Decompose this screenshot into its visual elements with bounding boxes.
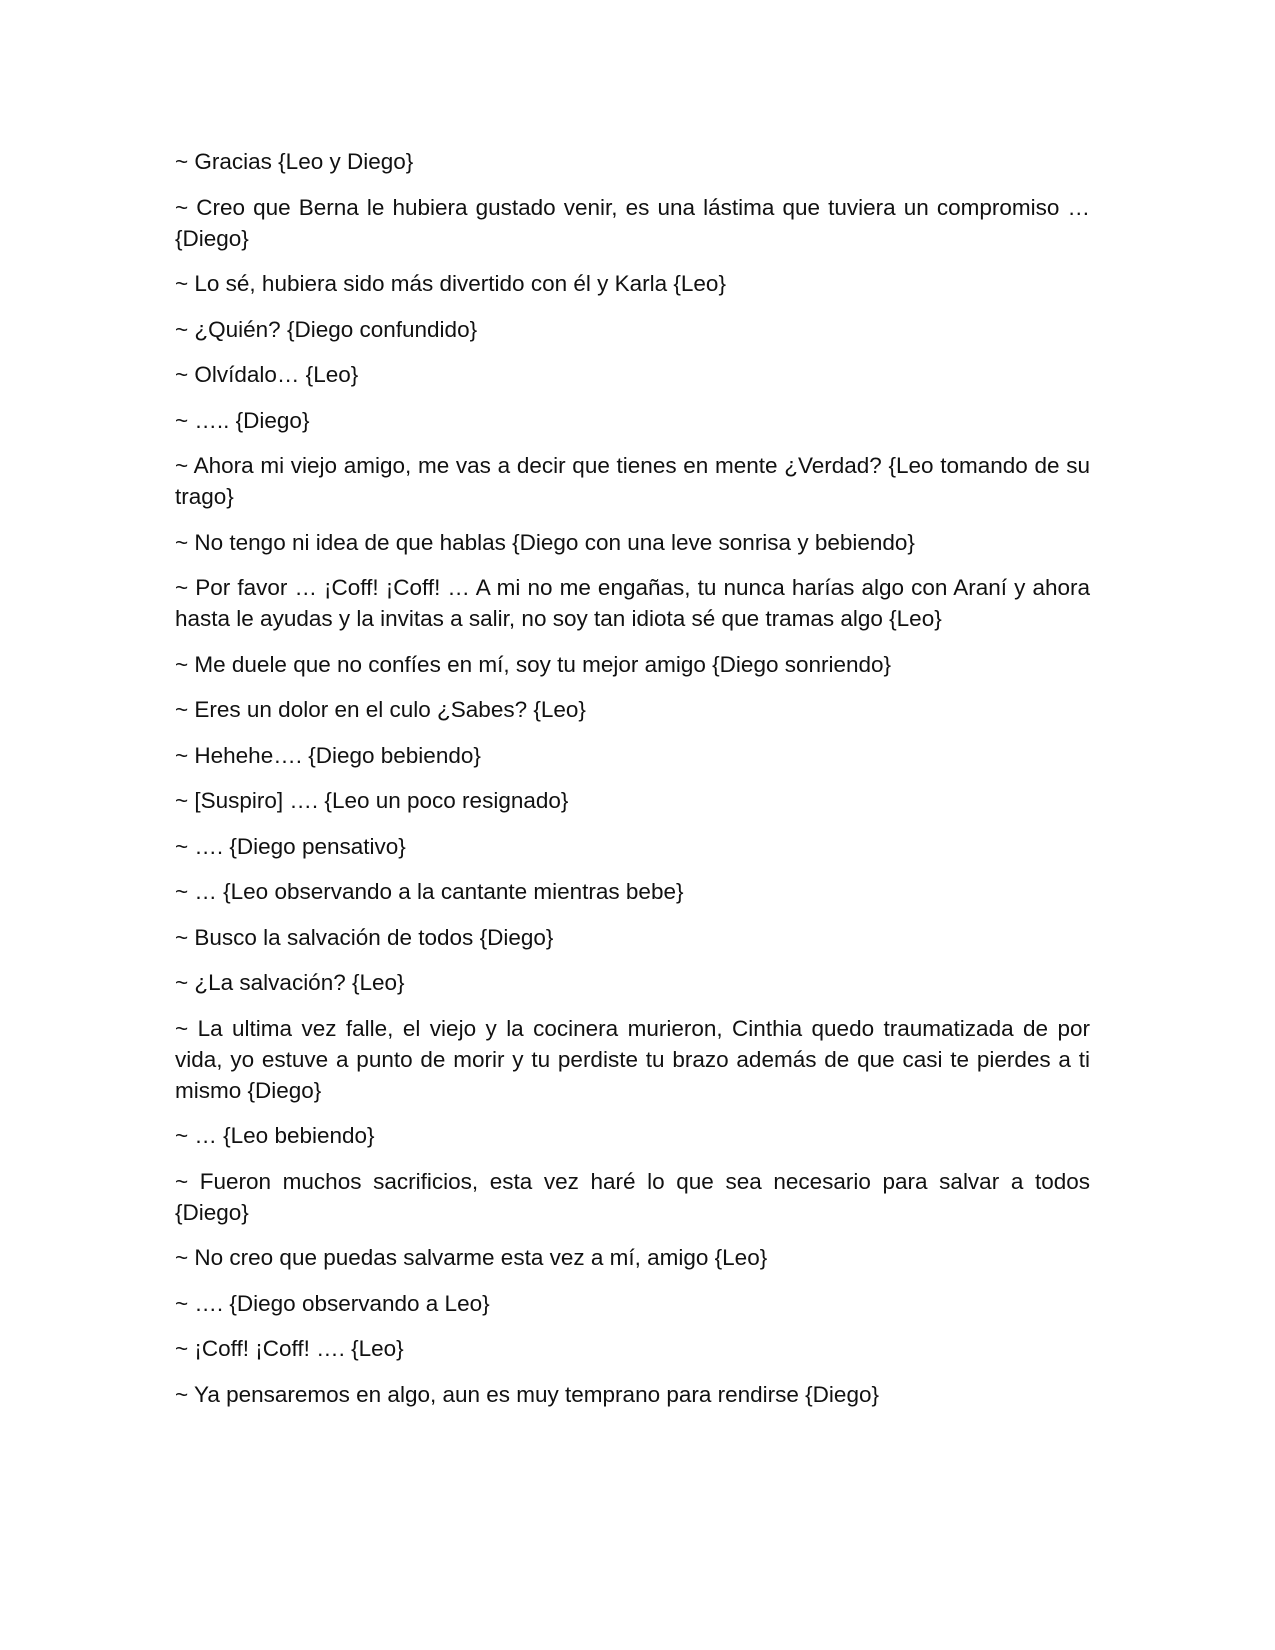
- dialogue-line: ~ Ahora mi viejo amigo, me vas a decir que tienes en mente ¿Verdad? {Leo tomando de su trago}: [175, 453, 1090, 509]
- dialogue-line: ~ ¡Coff! ¡Coff! …. {Leo}: [175, 1336, 404, 1361]
- dialogue-line: ~ …. {Diego pensativo}: [175, 833, 406, 859]
- dialogue-line: ~ Olvídalo… {Leo}: [175, 362, 359, 387]
- dialogue-line: ~ ¿La salvación? {Leo}: [175, 970, 405, 995]
- dialogue-line: ~ Por favor … ¡Coff! ¡Coff! … A mi no me engañas, tu nunca harías algo con Araní y ahora hasta le ayudas y la invitas a salir, no soy tan idiota sé que tramas algo {Leo}: [175, 575, 1090, 631]
- dialogue-line: ~ Ya pensaremos en algo, aun es muy temprano para rendirse {Diego}: [175, 1381, 879, 1407]
- document-page: [175, 146, 1090, 1424]
- dialogue-line: ~ Hehehe…. {Diego bebiendo}: [175, 742, 481, 768]
- dialogue-line: ~ Eres un dolor en el culo ¿Sabes? {Leo}: [175, 697, 586, 722]
- dialogue-line: ~ No tengo ni idea de que hablas {Diego con una leve sonrisa y bebiendo}: [175, 529, 915, 555]
- dialogue-line: ~ Lo sé, hubiera sido más divertido con él y Karla {Leo}: [175, 271, 726, 296]
- dialogue-line: ~ … {Leo bebiendo}: [175, 1123, 375, 1148]
- dialogue-line: ~ …. {Diego observando a Leo}: [175, 1290, 490, 1316]
- dialogue-line: ~ Me duele que no confíes en mí, soy tu mejor amigo {Diego sonriendo}: [175, 651, 892, 677]
- dialogue-line: ~ No creo que puedas salvarme esta vez a mí, amigo {Leo}: [175, 1245, 768, 1270]
- dialogue-line: ~ ….. {Diego}: [175, 407, 310, 433]
- dialogue-line: ~ Busco la salvación de todos {Diego}: [175, 924, 554, 950]
- dialogue-line: ~ La ultima vez falle, el viejo y la cocinera murieron, Cinthia quedo traumatizada de por vida, yo estuve a punto de morir y tu perdiste tu brazo además de que casi te pierdes a ti mismo {Diego}: [175, 1015, 1090, 1103]
- dialogue-line: ~ [Suspiro] …. {Leo un poco resignado}: [175, 788, 569, 813]
- dialogue-line: ~ ¿Quién? {Diego confundido}: [175, 316, 478, 342]
- dialogue-line: ~ Fueron muchos sacrificios, esta vez haré lo que sea necesario para salvar a todos {Diego}: [175, 1168, 1090, 1225]
- dialogue-line: ~ Creo que Berna le hubiera gustado venir, es una lástima que tuviera un compromiso … {Diego}: [175, 194, 1090, 251]
- dialogue-line: ~ Gracias {Leo y Diego}: [175, 149, 414, 174]
- dialogue-line: ~ … {Leo observando a la cantante mientras bebe}: [175, 879, 684, 904]
